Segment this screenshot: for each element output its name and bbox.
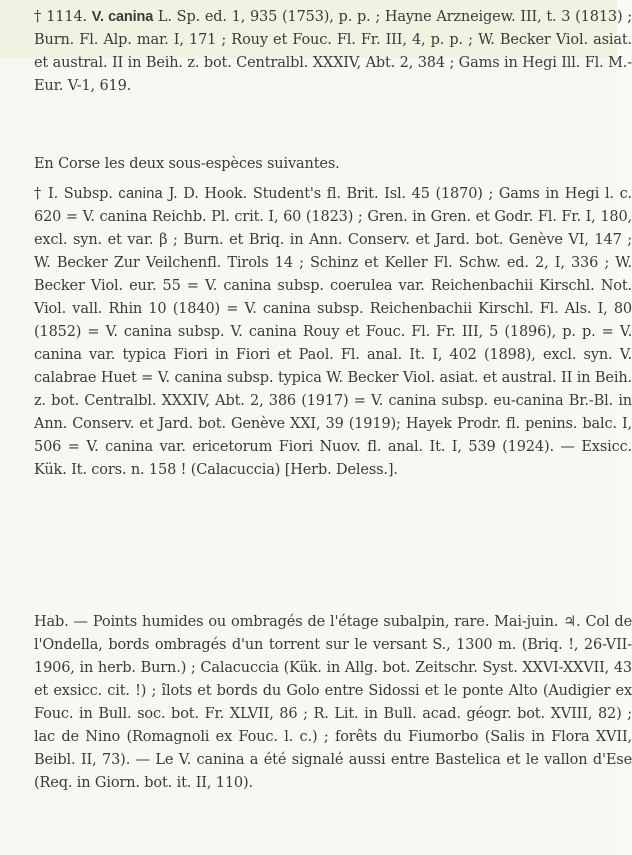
italic-citation: Beih. z. bot. Centralbl. <box>34 370 632 409</box>
italic-citation: V. canina <box>230 324 297 340</box>
italic-citation: V. canina <box>105 324 172 340</box>
text-run: XVII, Beibl. II, 73). — Le <box>34 729 632 768</box>
text-run: I, 506 = <box>34 416 632 455</box>
italic-citation: eu-canina <box>493 393 564 409</box>
text-run: 10 (1840) = <box>142 301 245 317</box>
text-run: III, 5 (1896), p. p. = <box>455 324 620 340</box>
italic-citation: V. canina <box>86 439 153 455</box>
italic-citation: Bull. acad. géogr. bot. <box>383 706 545 722</box>
italic-citation: Nuov. fl. anal. It. <box>319 439 446 455</box>
text-run: II in <box>107 55 146 71</box>
italic-citation: Student's fl. Brit. Isl. <box>252 186 406 202</box>
text-run: II in <box>556 370 595 386</box>
text-run: var. <box>392 278 431 294</box>
text-run: Hab. — Points humides ou ombragés de l'étage subalpin, rare. Mai-juin. ♃. Col de l'Ondella, bords ombragés d'un torrent sur le versant S., 1300 m. (Briq. !, 26-VII-1906, in herb. Burn.) ; Calacuccia (Kük. in <box>34 614 632 676</box>
italic-citation: Sp. <box>176 9 201 25</box>
italic-citation: Zur Veilchenfl. Tirols <box>113 255 269 271</box>
text-run: I, 60 (1823) ; Gren. in Gren. et Godr. <box>263 209 538 225</box>
italic-citation: Reichenbachii <box>430 278 534 294</box>
text-run: L. <box>153 9 177 25</box>
italic-citation: Reichenbachii <box>369 301 472 317</box>
text-run: III, 4, p. p. ; W. Becker <box>380 32 556 48</box>
text-run: XXVI-XXVII, 43 et exsicc. cit. !) ; îlots et bords du Golo entre Sidossi et le ponte Alto (Audigier ex Fouc. in <box>34 660 632 722</box>
subspecies-entry <box>10 183 632 482</box>
text-run: VI, 147 ; W. Becker <box>34 232 632 271</box>
text-run: I, 171 ; Rouy et Fouc. <box>168 32 337 48</box>
italic-citation: Bull. soc. bot. Fr. <box>98 706 225 722</box>
text-run: III, t. 3 (1813) ; Burn. <box>34 9 632 48</box>
text-run: 55 = <box>156 278 205 294</box>
italic-citation: Allg. bot. Zeitschr. Syst. <box>344 660 518 676</box>
italic-citation: Pl. crit. <box>211 209 264 225</box>
text-run: V-1, 619. <box>63 78 132 94</box>
taxon-name: V. canina <box>91 9 154 25</box>
text-run: a été signalé aussi entre Bastelica et le vallon d'Ese (Req. in <box>34 752 632 791</box>
text-run: I, 80 (1852) = <box>34 301 632 340</box>
text-run: ed. 1, 935 (1753), p. p. ; Hayne <box>200 9 437 25</box>
italic-citation: Prodr. fl. penins. balc. <box>457 416 617 432</box>
text-run: Huet = <box>96 370 158 386</box>
italic-citation: V. canina <box>82 209 148 225</box>
taxon-name: canina <box>118 186 163 202</box>
text-run: Fiori <box>272 439 320 455</box>
text-run: J. D. Hook. <box>162 186 253 202</box>
text-run: Br.-Bl. in <box>563 393 632 409</box>
italic-citation: V. calabrae <box>34 347 632 386</box>
italic-citation: Viol. asiat. et austral. <box>34 32 632 71</box>
italic-citation: Ann. Conserv. et Jard. bot. Genève <box>309 232 563 248</box>
italic-citation: Flora <box>551 729 590 745</box>
text-run: I, 180, excl. syn. et var. β ; Burn. et Briq. in <box>34 209 632 248</box>
text-run: † 1114. <box>34 9 92 25</box>
text-run: ed. 2, I, 336 ; W. Becker <box>34 255 632 294</box>
text-run: Reichb. <box>147 209 212 225</box>
italic-citation: Fl. Fr. <box>411 324 456 340</box>
italic-citation: V. canina <box>157 370 223 386</box>
italic-citation: ericetorum <box>192 439 273 455</box>
text-run: † I. Subsp. <box>34 186 119 202</box>
italic-citation: V. canina <box>205 278 272 294</box>
italic-citation: typica <box>277 370 322 386</box>
text-run: II, 110). <box>191 775 253 791</box>
text-run: Rouy et Fouc. <box>296 324 412 340</box>
text-run: I, 402 (1898), excl. syn. <box>425 347 620 363</box>
italic-citation: Fl. Als. <box>539 301 592 317</box>
text-run: 45 (1870) ; Gams in Hegi l. c. 620 = <box>34 186 632 225</box>
italic-citation: Viol. asiat. et austral. <box>402 370 557 386</box>
italic-citation: Ill. Fl. M.-Eur. <box>34 55 632 94</box>
italic-citation: Fl. Fr. <box>537 209 581 225</box>
italic-citation: Beih. z. bot. Centralbl. <box>145 55 309 71</box>
italic-citation: Arzneigew. <box>436 9 516 25</box>
italic-citation: typica <box>122 347 167 363</box>
habitat-paragraph <box>10 611 632 795</box>
text-run: var. <box>152 439 193 455</box>
text-run: subsp. <box>310 301 370 317</box>
italic-citation: Fl. Fr. <box>336 32 381 48</box>
corse-note <box>10 153 632 176</box>
text-run: 14 ; Schinz et Keller <box>268 255 434 271</box>
italic-citation: V. canina <box>178 752 245 768</box>
italic-citation: Fl. Alp. mar. <box>79 32 169 48</box>
species-entry <box>10 6 632 98</box>
text-run: Kirschl. <box>533 278 601 294</box>
text-run: subsp. <box>171 324 231 340</box>
italic-citation: Ann. Conserv. et Jard. bot. Genève <box>34 416 285 432</box>
text-run: I, 539 (1924). — Exsicc. Kük. It. cors. n. 158 ! (Calacuccia) [Herb. Deless.]. <box>34 439 632 478</box>
text-run: XXI, 39 (1919); Hayek <box>284 416 458 432</box>
text-run: subsp. <box>436 393 494 409</box>
italic-citation: coerulea <box>330 278 393 294</box>
text-run: Kirschl. <box>471 301 540 317</box>
italic-citation: Not. Viol. vall. Rhin <box>34 278 632 317</box>
italic-citation: Fl. anal. It. <box>340 347 426 363</box>
italic-citation: V. canina <box>244 301 311 317</box>
text-run: W. Becker <box>321 370 403 386</box>
italic-citation: Viol. eur. <box>90 278 157 294</box>
text-run: XLVII, 86 ; R. Lit. in <box>224 706 384 722</box>
italic-citation: V. canina <box>34 324 632 363</box>
text-run: XXXIV, Abt. 2, 384 ; Gams in Hegi <box>308 55 562 71</box>
text-run: subsp. <box>271 278 331 294</box>
italic-citation: Giorn. bot. it. <box>94 775 192 791</box>
text-run: XVIII, 82) ; lac de Nino (Romagnoli ex Fouc. l. c.) ; forêts du Fiumorbo (Salis in <box>34 706 632 745</box>
text-run: Fiori in Fiori et Paol. <box>166 347 341 363</box>
text-run: var. <box>81 347 123 363</box>
italic-citation: Fl. Schw. <box>433 255 501 271</box>
italic-citation: V. canina <box>371 393 437 409</box>
text-run: subsp. <box>222 370 278 386</box>
text-run: En Corse les deux sous-espèces suivantes. <box>34 156 340 172</box>
text-run: XXXIV, Abt. 2, 386 (1917) = <box>156 393 372 409</box>
